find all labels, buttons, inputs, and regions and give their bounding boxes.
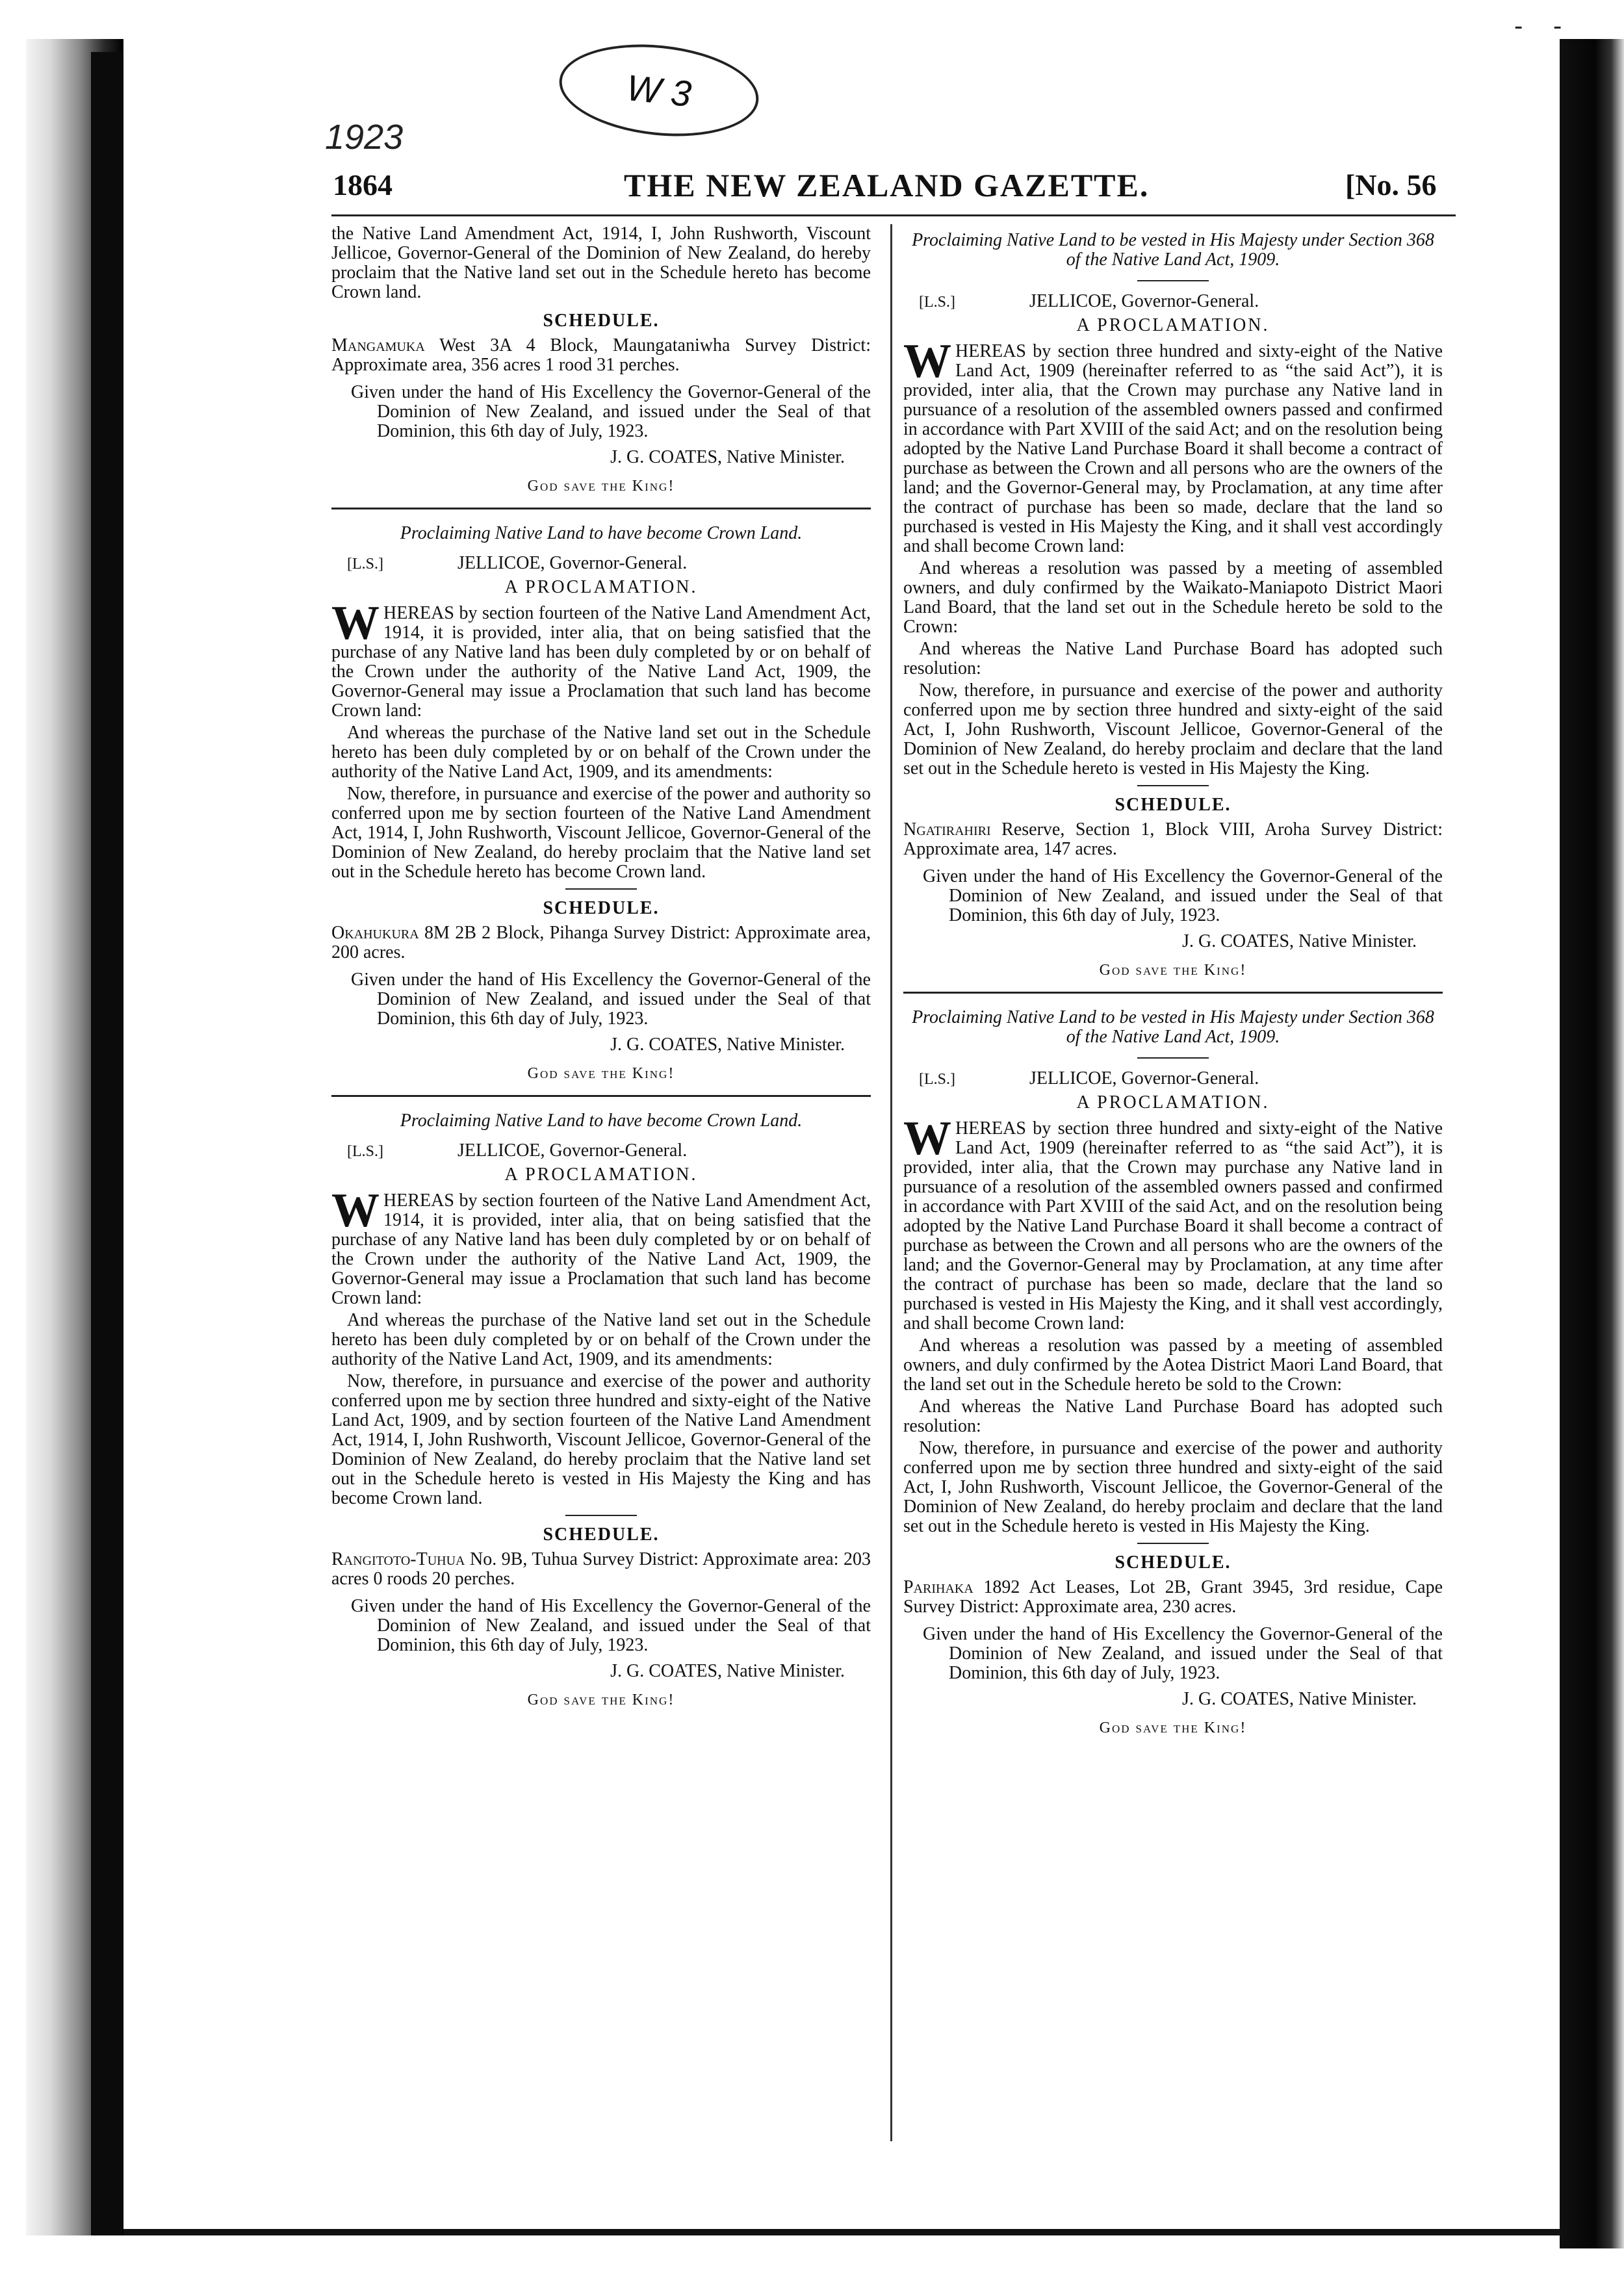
scan-bottom-edge	[123, 2229, 1560, 2235]
schedule-entry	[903, 820, 1443, 859]
schedule-place: Parihaka	[903, 1577, 973, 1597]
column-divider	[890, 224, 892, 2141]
short-rule	[1137, 785, 1209, 786]
schedule-place: Ngatirahiri	[903, 819, 991, 840]
short-rule	[1137, 1057, 1209, 1059]
governor-name: JELLICOE, Governor-General.	[1029, 1068, 1259, 1088]
drop-cap: W	[903, 1112, 951, 1165]
paragraph-text: HEREAS by section three hundred and sixty-eight of the Native Land Act, 1909 (hereinafter referred to as “the said Act”), it is provided, inter alia, that the Crown may purchase any Native land in pursuance of a resolution of the assembled owners passed and confirmed in accordance with Part XVIII of the said Act; and on the resolution being adopted by the Native Land Purchase Board it shall become a contract of purchase as between the Crown and all persons who are the owners of the land; and the Governor-General may, by Proclamation, at any time after the contract of purchase has been so made, declare that the land so purchased is vested in His Majesty the King, and it shall vest accordingly and shall become Crown land:	[903, 341, 1443, 556]
given-under-text: Given under the hand of His Excellency the Governor-General of the Dominion of New Zealand, and issued under the Seal of that Dominion, this 6th day of July, 1923.	[351, 970, 871, 1029]
paragraph: Now, therefore, in pursuance and exercise of the power and authority conferred upon me by section three hundred and sixty-eight of the Native Land Act, 1909, and by section fourteen of the Native Land Amendment Act, 1914, I, John Rushworth, Viscount Jellicoe, Governor-General of the Dominion of New Zealand, do hereby proclaim that the Native land set out in the Schedule hereto is vested in His Majesty the King and has become Crown land.	[331, 1371, 871, 1508]
schedule-text: West 3A 4 Block, Maungataniwha Survey District: Approximate area, 356 acres 1 rood 31 perches.	[331, 335, 871, 375]
paragraph-text: HEREAS by section fourteen of the Native Land Amendment Act, 1914, it is provided, inter alia, that on being satisfied that the purchase of any Native land has been duly completed by or on behalf of the Crown under the authority of the Native Land Act, 1909, the Governor-General may issue a Proclamation that such land has become Crown land:	[331, 603, 871, 721]
page-number: 1864	[333, 168, 393, 201]
governor-line	[331, 554, 871, 574]
schedule-heading: SCHEDULE.	[1115, 1552, 1231, 1573]
corner-mark-left: -	[1514, 12, 1523, 40]
drop-cap: W	[331, 597, 380, 650]
drop-cap: W	[903, 335, 951, 388]
section-heading: Proclaiming Native Land to have become Crown Land.	[400, 523, 803, 543]
signature: J. G. COATES, Native Minister.	[610, 1035, 845, 1055]
paragraph: Now, therefore, in pursuance and exercise of the power and authority conferred upon me by section three hundred and sixty-eight of the said Act, I, John Rushworth, Viscount Jellicoe, the Governor-General of the Dominion of New Zealand, do hereby proclaim and declare that the land set out in the Schedule hereto is vested in His Majesty the King.	[903, 1438, 1443, 1536]
ls-seal: [L.S.]	[919, 294, 955, 311]
corner-mark-right: -	[1553, 12, 1562, 40]
paragraph: Now, therefore, in pursuance and exercise of the power and authority conferred upon me by section three hundred and sixty-eight of the said Act, I, John Rushworth, Viscount Jellicoe, Governor-General of the Dominion of New Zealand, do hereby proclaim and declare that the land set out in the Schedule hereto is vested in His Majesty the King.	[903, 680, 1443, 779]
governor-line	[903, 292, 1443, 312]
paragraph: And whereas a resolution was passed by a meeting of assembled owners, and duly confirmed by the Aotea District Maori Land Board, that the land set out in the Schedule hereto be sold to the Crown:	[903, 1335, 1443, 1395]
page-title: THE NEW ZEALAND GAZETTE.	[624, 167, 1150, 203]
schedule-heading: SCHEDULE.	[1115, 795, 1231, 815]
schedule-heading: SCHEDULE.	[543, 311, 660, 331]
governor-line	[331, 1141, 871, 1161]
section-rule	[903, 992, 1443, 994]
governor-line	[903, 1069, 1443, 1089]
schedule-entry	[331, 1550, 871, 1589]
paragraph: And whereas the purchase of the Native land set out in the Schedule hereto has been duly completed by or on behalf of the Crown under the authority of the Native Land Act, 1909, and its amendments:	[331, 723, 871, 782]
given-under-text: Given under the hand of His Excellency the Governor-General of the Dominion of New Zealand, and issued under the Seal of that Dominion, this 6th day of July, 1923.	[923, 866, 1443, 925]
short-rule	[1137, 1543, 1209, 1544]
header-rule	[331, 214, 1456, 216]
schedule-heading: SCHEDULE.	[543, 1525, 660, 1545]
proclamation-paragraph	[903, 335, 1443, 556]
governor-name: JELLICOE, Governor-General.	[1029, 291, 1259, 311]
section-rule	[331, 1095, 871, 1097]
short-rule	[1137, 280, 1209, 281]
schedule-text: No. 9B, Tuhua Survey District: Approximate area: 203 acres 0 roods 20 perches.	[331, 1549, 871, 1589]
schedule-text: Reserve, Section 1, Block VIII, Aroha Survey District: Approximate area, 147 acres.	[903, 819, 1443, 859]
paragraph: And whereas the purchase of the Native land set out in the Schedule hereto has been duly completed by or on behalf of the Crown under the authority of the Native Land Act, 1909, and its amendments:	[331, 1310, 871, 1369]
proclamation-paragraph	[903, 1112, 1443, 1333]
paragraph: Now, therefore, in pursuance and exercise of the power and authority so conferred upon me by section fourteen of the Native Land Amendment Act, 1914, I, John Rushworth, Viscount Jellicoe, Governor-General of the Dominion of New Zealand, do hereby proclaim that the Native land set out in the Schedule hereto has become Crown land.	[331, 784, 871, 882]
schedule-text: 8M 2B 2 Block, Pihanga Survey District: Approximate area, 200 acres.	[331, 923, 871, 962]
scan-binding-bar	[91, 52, 122, 2235]
short-rule	[565, 888, 637, 890]
proclamation-paragraph	[331, 597, 871, 721]
god-save-the-king: God save the King!	[527, 478, 675, 495]
schedule-place: Okahukura	[331, 923, 419, 943]
governor-name: JELLICOE, Governor-General.	[458, 553, 688, 573]
section-heading: Proclaiming Native Land to have become Crown Land.	[400, 1111, 803, 1131]
proclamation-paragraph	[331, 1184, 871, 1308]
schedule-text: 1892 Act Leases, Lot 2B, Grant 3945, 3rd residue, Cape Survey District: Approximate area, 230 acres.	[903, 1577, 1443, 1617]
paragraph-text: HEREAS by section fourteen of the Native Land Amendment Act, 1914, it is provided, inter alia, that on being satisfied that the purchase of any Native land has been duly completed by or on behalf of the Crown under the authority of the Native Land Act, 1909, the Governor-General may issue a Proclamation that such land has become Crown land:	[331, 1191, 871, 1308]
god-save-the-king: God save the King!	[527, 1692, 675, 1708]
proclamation-title: A PROCLAMATION.	[1076, 1092, 1270, 1113]
paragraph: And whereas the Native Land Purchase Board has adopted such resolution:	[903, 639, 1443, 678]
continuation-paragraph: the Native Land Amendment Act, 1914, I, John Rushworth, Viscount Jellicoe, Governor-General of the Dominion of New Zealand, do hereby proclaim that the Native land set out in the Schedule hereto has become Crown land.	[331, 224, 871, 302]
governor-name: JELLICOE, Governor-General.	[458, 1140, 688, 1161]
paragraph: And whereas the Native Land Purchase Board has adopted such resolution:	[903, 1397, 1443, 1436]
given-under-text: Given under the hand of His Excellency the Governor-General of the Dominion of New Zealand, and issued under the Seal of that Dominion, this 6th day of July, 1923.	[923, 1624, 1443, 1683]
drop-cap: W	[331, 1184, 380, 1237]
god-save-the-king: God save the King!	[1099, 1719, 1247, 1736]
scan-edge-right	[1560, 39, 1624, 2248]
ls-seal: [L.S.]	[919, 1071, 955, 1088]
proclamation-title: A PROCLAMATION.	[1076, 315, 1270, 335]
issue-number: [No. 56	[1345, 168, 1437, 201]
given-under-text: Given under the hand of His Excellency the Governor-General of the Dominion of New Zealand, and issued under the Seal of that Dominion, this 6th day of July, 1923.	[351, 1596, 871, 1655]
short-rule	[565, 1515, 637, 1516]
paragraph-text: HEREAS by section three hundred and sixty-eight of the Native Land Act, 1909 (hereinafter referred to as “the said Act”), it is provided, inter alia, that the Crown may purchase any Native land in pursuance of a resolution of the assembled owners passed and confirmed in accordance with Part XVIII of the said Act, and on the resolution being adopted by the Native Land Purchase Board it shall become a contract of purchase as between the Crown and all persons who are the owners of the land; and the Governor-General may by Proclamation, at any time after the contract of purchase has been so made, declare that the land so purchased is vested in His Majesty the King, and it shall vest accordingly, and shall become Crown land:	[903, 1118, 1443, 1333]
schedule-entry	[903, 1578, 1443, 1617]
proclamation-title: A PROCLAMATION.	[504, 1165, 698, 1185]
schedule-place: Rangitoto-Tuhua	[331, 1549, 465, 1569]
right-column	[903, 224, 1443, 1742]
section-rule	[331, 508, 871, 509]
handwritten-stamp: W 3	[555, 35, 764, 145]
proclamation-title: A PROCLAMATION.	[504, 577, 698, 597]
god-save-the-king: God save the King!	[527, 1065, 675, 1082]
schedule-entry	[331, 336, 871, 375]
signature: J. G. COATES, Native Minister.	[610, 447, 845, 467]
signature: J. G. COATES, Native Minister.	[1182, 931, 1417, 951]
signature: J. G. COATES, Native Minister.	[1182, 1689, 1417, 1709]
ls-seal: [L.S.]	[347, 556, 383, 573]
signature: J. G. COATES, Native Minister.	[610, 1661, 845, 1681]
god-save-the-king: God save the King!	[1099, 962, 1247, 979]
ls-seal: [L.S.]	[347, 1143, 383, 1160]
schedule-heading: SCHEDULE.	[543, 898, 660, 918]
paragraph: And whereas a resolution was passed by a meeting of assembled owners, and duly confirmed by the Waikato-Maniapoto District Maori Land Board, that the land set out in the Schedule hereto be sold to the Crown:	[903, 558, 1443, 637]
schedule-place: Mangamuka	[331, 335, 425, 355]
schedule-entry	[331, 923, 871, 962]
section-heading: Proclaiming Native Land to be vested in His Majesty under Section 368 of the Native Land Act, 1909.	[912, 230, 1434, 270]
left-column	[331, 224, 871, 1714]
given-under-text: Given under the hand of His Excellency the Governor-General of the Dominion of New Zealand, and issued under the Seal of that Dominion, this 6th day of July, 1923.	[351, 382, 871, 441]
section-heading: Proclaiming Native Land to be vested in His Majesty under Section 368 of the Native Land Act, 1909.	[912, 1007, 1434, 1047]
handwritten-year: 1923	[325, 118, 404, 157]
